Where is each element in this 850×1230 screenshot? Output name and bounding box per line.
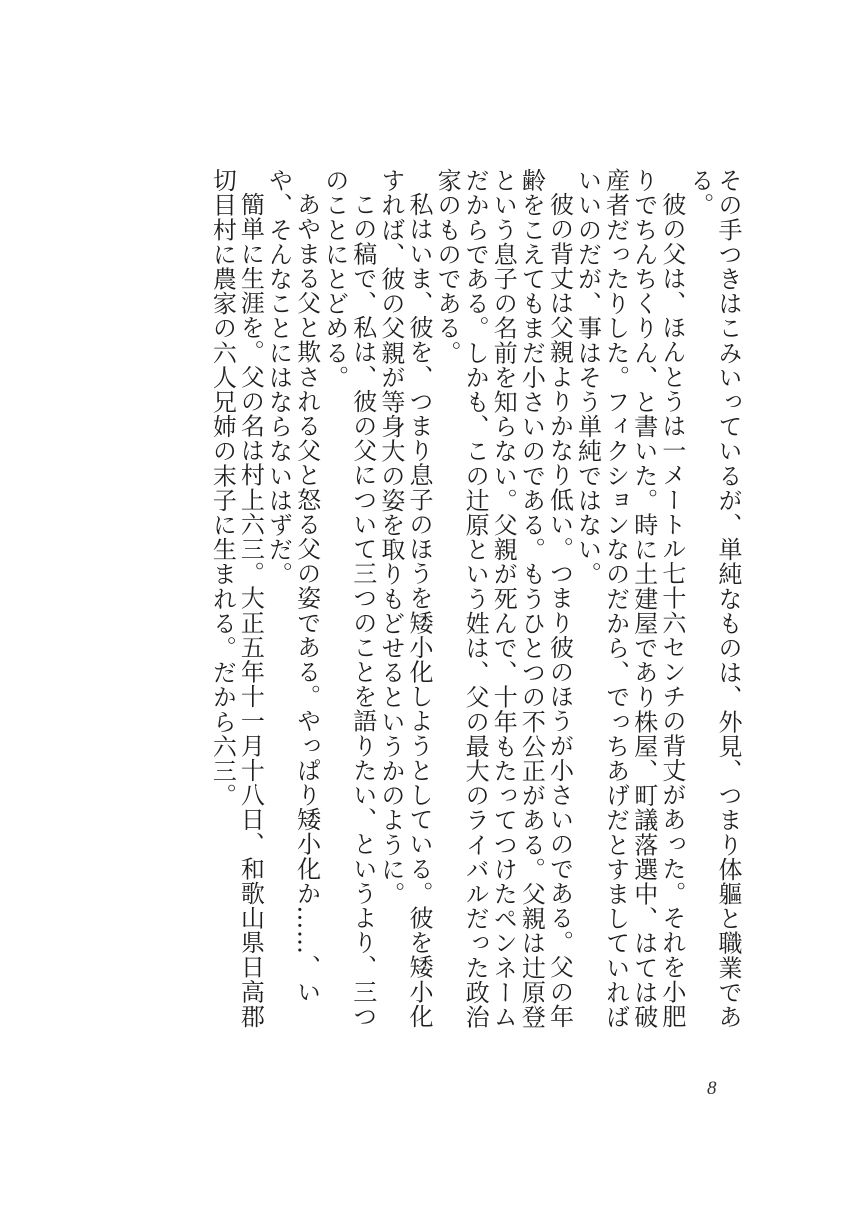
vertical-text-body <box>102 168 742 1048</box>
page-number: 8 <box>707 1078 717 1099</box>
paragraph-3: 彼の背丈は父親よりかなり低い。つまり彼のほうが小さいのである。父の年齢をこえてもまだ小さいのである。もうひとつの不公正がある。父親は辻原登という息子の名前を知らない。父親が死んで、十年もたってつけたペンネームだからである。しかも、この辻原という姓は、父の最大のライバルだった政治家のものである。 <box>433 168 574 1029</box>
paragraph-2: 彼の父は、ほんとうは一メートル七十六センチの背丈があった。それを小肥りでちんちくりん、と書いた。時に土建屋であり株屋、町議落選中、はては破産者だったりした。フィクションなのだから、でっちあげだとすましていればいいのだが、事はそう単純ではない。 <box>573 168 686 1029</box>
paragraph-1: その手つきはこみいっているが、単純なものは、外見、つまり体軀と職業である。 <box>685 168 742 1029</box>
paragraph-4: 私はいま、彼を、つまり息子のほうを矮小化しようとしている。彼を矮小化すれば、彼の父親が等身大の姿を取りもどせるというかのように。 <box>376 168 433 1029</box>
paragraph-7: 簡単に生涯を。父の名は村上六三。大正五年十一月十八日、和歌山県日高郡切目村に農家の六人兄姉の末子に生まれる。だから六三。 <box>208 168 265 1029</box>
paragraph-5: この稿で、私は、彼の父について三つのことを語りたい、というより、三つのことにとどめる。 <box>320 168 377 1029</box>
paragraph-6: あやまる父と欺される父と怒る父の姿である。やっぱり矮小化か……、いや、そんなことにはならないはずだ。 <box>264 168 321 1004</box>
